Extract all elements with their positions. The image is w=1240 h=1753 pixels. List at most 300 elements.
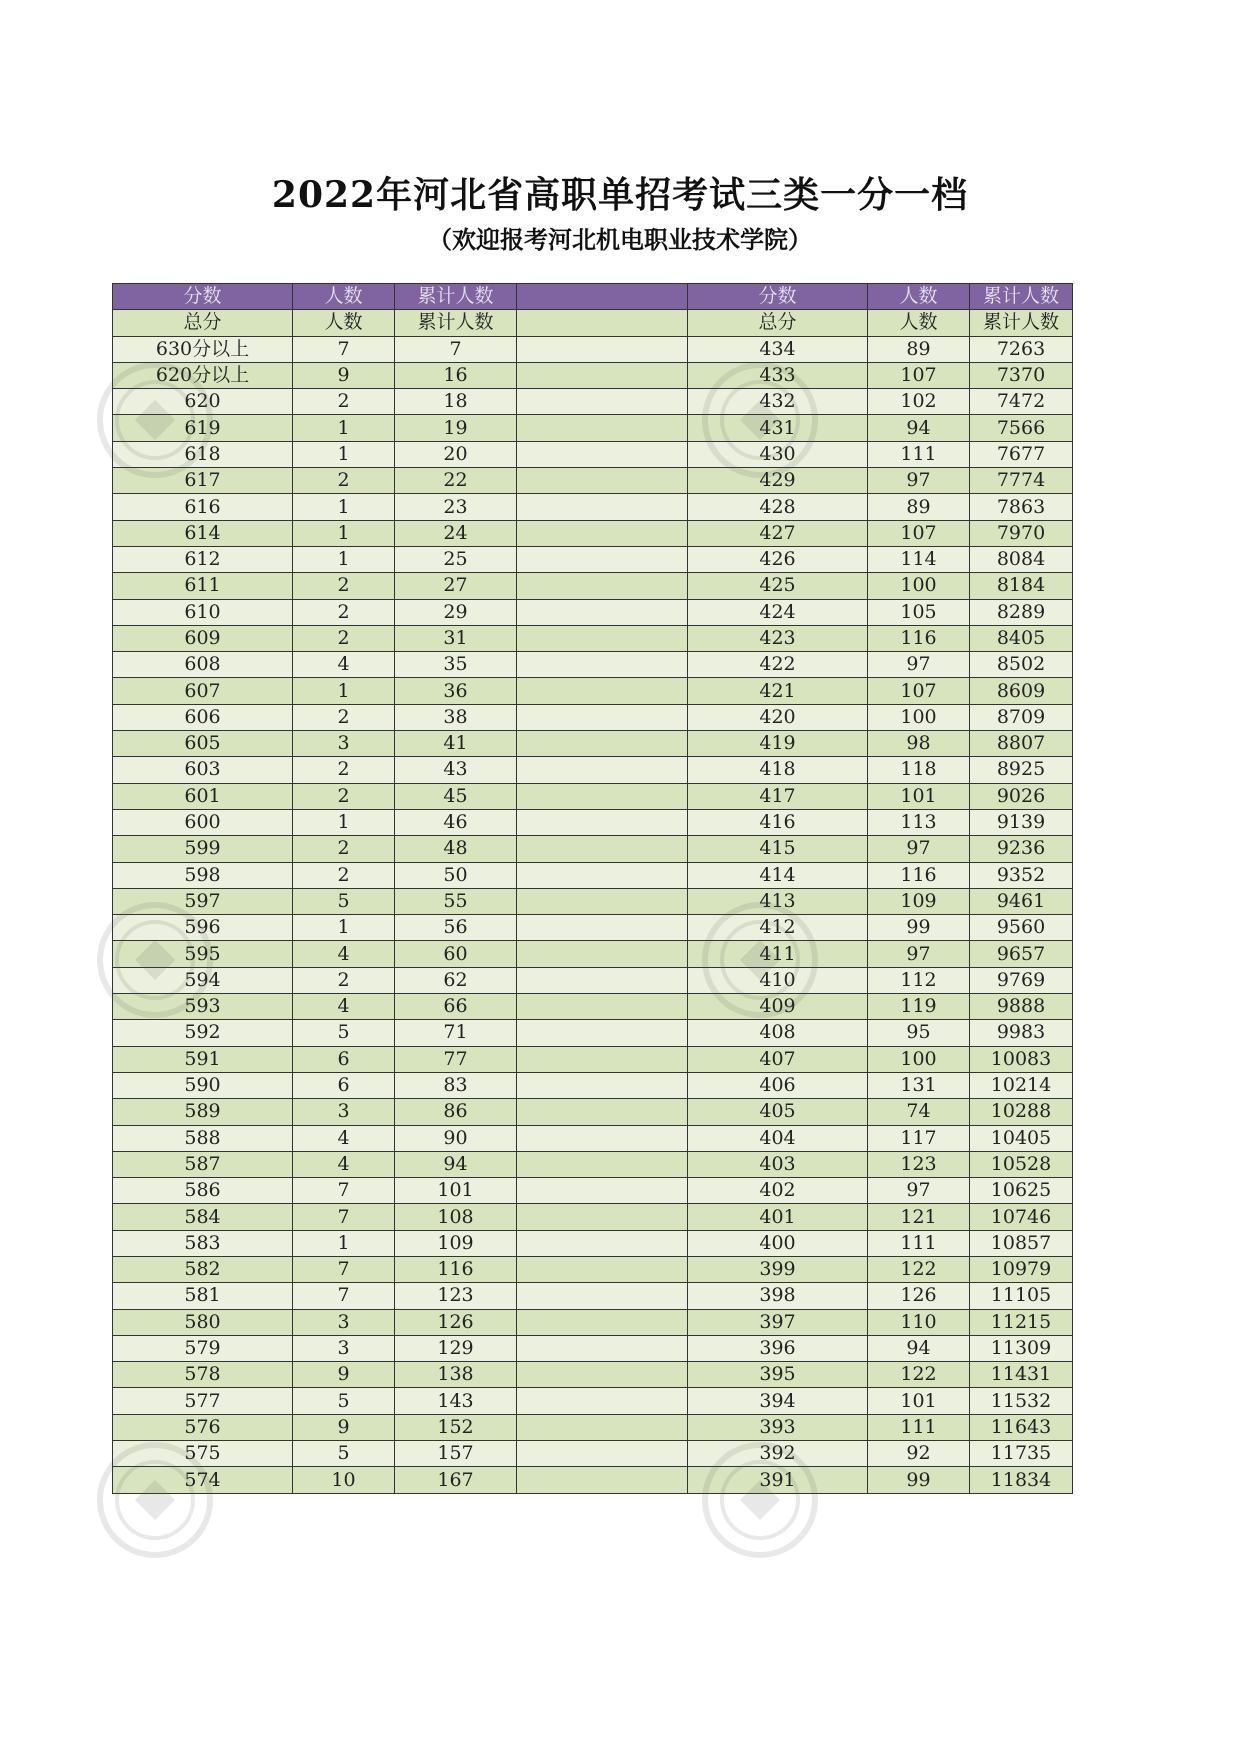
score-cell: 595 [113, 941, 293, 967]
score-cell: 630分以上 [113, 336, 293, 362]
table-row [113, 1256, 1073, 1282]
count-cell: 2 [293, 599, 395, 625]
table-subheader-row [113, 310, 1073, 336]
score-cell: 404 [688, 1125, 868, 1151]
count-cell: 1 [293, 494, 395, 520]
cum-cell: 9983 [970, 1020, 1073, 1046]
table-row [113, 625, 1073, 651]
page-title: 2022年河北省高职单招考试三类一分一档 [271, 174, 969, 216]
count-cell: 100 [868, 704, 970, 730]
count-cell: 101 [868, 783, 970, 809]
cum-cell: 41 [395, 731, 517, 757]
score-cell: 434 [688, 336, 868, 362]
score-cell: 432 [688, 389, 868, 415]
score-cell: 579 [113, 1335, 293, 1361]
count-cell: 94 [868, 1335, 970, 1361]
gap-cell [517, 1125, 688, 1151]
cum-cell: 11735 [970, 1441, 1073, 1467]
score-cell: 433 [688, 362, 868, 388]
table-row [113, 1230, 1073, 1256]
cum-cell: 8925 [970, 757, 1073, 783]
cum-cell: 8609 [970, 678, 1073, 704]
cum-cell: 24 [395, 520, 517, 546]
count-cell: 101 [868, 1388, 970, 1414]
cum-cell: 31 [395, 625, 517, 651]
score-cell: 410 [688, 967, 868, 993]
score-cell: 427 [688, 520, 868, 546]
score-cell: 430 [688, 441, 868, 467]
gap-cell [517, 809, 688, 835]
score-cell: 616 [113, 494, 293, 520]
cum-cell: 9461 [970, 888, 1073, 914]
gap-cell [517, 573, 688, 599]
count-cell: 126 [868, 1283, 970, 1309]
score-cell: 415 [688, 836, 868, 862]
score-cell: 584 [113, 1204, 293, 1230]
cum-cell: 62 [395, 967, 517, 993]
score-cell: 411 [688, 941, 868, 967]
count-cell: 89 [868, 494, 970, 520]
cum-cell: 11105 [970, 1283, 1073, 1309]
gap-cell [517, 441, 688, 467]
cum-cell: 7677 [970, 441, 1073, 467]
gap-cell [517, 284, 688, 310]
cum-cell: 55 [395, 888, 517, 914]
count-cell: 5 [293, 1441, 395, 1467]
gap-cell [517, 941, 688, 967]
cum-cell: 7 [395, 336, 517, 362]
count-cell: 2 [293, 862, 395, 888]
gap-cell [517, 415, 688, 441]
score-cell: 398 [688, 1283, 868, 1309]
gap-cell [517, 625, 688, 651]
count-cell: 1 [293, 1230, 395, 1256]
cum-cell: 10979 [970, 1256, 1073, 1282]
cum-cell: 77 [395, 1046, 517, 1072]
cum-cell: 11431 [970, 1362, 1073, 1388]
gap-cell [517, 494, 688, 520]
score-cell: 406 [688, 1072, 868, 1098]
count-cell: 109 [868, 888, 970, 914]
count-cell: 3 [293, 1335, 395, 1361]
score-cell: 401 [688, 1204, 868, 1230]
score-cell: 587 [113, 1151, 293, 1177]
cum-cell: 9888 [970, 994, 1073, 1020]
count-cell: 122 [868, 1256, 970, 1282]
cum-cell: 94 [395, 1151, 517, 1177]
score-cell: 581 [113, 1283, 293, 1309]
count-cell: 4 [293, 652, 395, 678]
count-cell: 110 [868, 1309, 970, 1335]
cum-cell: 11643 [970, 1414, 1073, 1440]
count-cell: 116 [868, 625, 970, 651]
score-cell: 583 [113, 1230, 293, 1256]
gap-cell [517, 967, 688, 993]
count-cell: 2 [293, 967, 395, 993]
cum-cell: 71 [395, 1020, 517, 1046]
gap-cell [517, 704, 688, 730]
cum-cell: 45 [395, 783, 517, 809]
score-cell: 403 [688, 1151, 868, 1177]
gap-cell [517, 731, 688, 757]
table-row [113, 1283, 1073, 1309]
score-cell: 409 [688, 994, 868, 1020]
score-cell: 600 [113, 809, 293, 835]
count-cell: 116 [868, 862, 970, 888]
table-row [113, 967, 1073, 993]
table-row [113, 573, 1073, 599]
cum-cell: 16 [395, 362, 517, 388]
score-cell: 589 [113, 1099, 293, 1125]
count-cell: 97 [868, 836, 970, 862]
count-cell: 10 [293, 1467, 395, 1493]
count-cell: 2 [293, 468, 395, 494]
count-cell: 5 [293, 1020, 395, 1046]
score-cell: 578 [113, 1362, 293, 1388]
cum-cell: 20 [395, 441, 517, 467]
count-cell: 98 [868, 731, 970, 757]
table-row [113, 941, 1073, 967]
table-row [113, 809, 1073, 835]
count-cell: 2 [293, 389, 395, 415]
score-cell: 417 [688, 783, 868, 809]
cum-cell: 7370 [970, 362, 1073, 388]
cum-cell: 9657 [970, 941, 1073, 967]
count-cell: 119 [868, 994, 970, 1020]
cum-cell: 101 [395, 1178, 517, 1204]
cum-cell: 56 [395, 915, 517, 941]
cum-cell: 7863 [970, 494, 1073, 520]
score-cell: 590 [113, 1072, 293, 1098]
score-cell: 574 [113, 1467, 293, 1493]
count-cell: 89 [868, 336, 970, 362]
score-cell: 396 [688, 1335, 868, 1361]
gap-cell [517, 1204, 688, 1230]
count-cell: 111 [868, 1230, 970, 1256]
score-distribution-table [112, 283, 1073, 1494]
count-cell: 123 [868, 1151, 970, 1177]
count-cell: 3 [293, 731, 395, 757]
score-cell: 420 [688, 704, 868, 730]
score-cell: 402 [688, 1178, 868, 1204]
count-cell: 5 [293, 888, 395, 914]
score-cell: 580 [113, 1309, 293, 1335]
cum-cell: 8709 [970, 704, 1073, 730]
table-row [113, 678, 1073, 704]
count-cell: 131 [868, 1072, 970, 1098]
score-cell: 588 [113, 1125, 293, 1151]
table-row [113, 1441, 1073, 1467]
score-cell: 610 [113, 599, 293, 625]
table-row [113, 1178, 1073, 1204]
score-cell: 419 [688, 731, 868, 757]
cum-cell: 8807 [970, 731, 1073, 757]
score-cell: 596 [113, 915, 293, 941]
score-cell: 425 [688, 573, 868, 599]
cum-cell: 9560 [970, 915, 1073, 941]
table-row [113, 862, 1073, 888]
table-row [113, 468, 1073, 494]
cum-cell: 8502 [970, 652, 1073, 678]
count-cell: 1 [293, 809, 395, 835]
gap-cell [517, 1309, 688, 1335]
gap-cell [517, 1283, 688, 1309]
count-cell: 74 [868, 1099, 970, 1125]
count-cell: 107 [868, 678, 970, 704]
count-cell: 100 [868, 573, 970, 599]
count-cell: 7 [293, 1204, 395, 1230]
score-cell: 607 [113, 678, 293, 704]
score-cell: 620分以上 [113, 362, 293, 388]
count-cell: 1 [293, 915, 395, 941]
count-cell: 114 [868, 546, 970, 572]
cum-cell: 10083 [970, 1046, 1073, 1072]
table-row [113, 915, 1073, 941]
cum-cell: 48 [395, 836, 517, 862]
score-cell: 582 [113, 1256, 293, 1282]
gap-cell [517, 389, 688, 415]
gap-cell [517, 888, 688, 914]
count-cell: 97 [868, 652, 970, 678]
count-cell: 97 [868, 468, 970, 494]
count-cell: 4 [293, 941, 395, 967]
cum-cell: 7774 [970, 468, 1073, 494]
header-score-right: 分数 [688, 284, 868, 310]
score-cell: 603 [113, 757, 293, 783]
cum-cell: 8084 [970, 546, 1073, 572]
gap-cell [517, 310, 688, 336]
gap-cell [517, 836, 688, 862]
count-cell: 4 [293, 1125, 395, 1151]
cum-cell: 10625 [970, 1178, 1073, 1204]
score-cell: 606 [113, 704, 293, 730]
table-row [113, 389, 1073, 415]
count-cell: 122 [868, 1362, 970, 1388]
count-cell: 112 [868, 967, 970, 993]
score-cell: 414 [688, 862, 868, 888]
count-cell: 1 [293, 441, 395, 467]
cum-cell: 9236 [970, 836, 1073, 862]
score-cell: 611 [113, 573, 293, 599]
count-cell: 9 [293, 1414, 395, 1440]
cum-cell: 157 [395, 1441, 517, 1467]
cum-cell: 138 [395, 1362, 517, 1388]
score-cell: 618 [113, 441, 293, 467]
cum-cell: 143 [395, 1388, 517, 1414]
table-row [113, 599, 1073, 625]
score-cell: 408 [688, 1020, 868, 1046]
count-cell: 2 [293, 573, 395, 599]
count-cell: 102 [868, 389, 970, 415]
score-cell: 609 [113, 625, 293, 651]
gap-cell [517, 1151, 688, 1177]
cum-cell: 25 [395, 546, 517, 572]
cum-cell: 9769 [970, 967, 1073, 993]
cum-cell: 90 [395, 1125, 517, 1151]
cum-cell: 152 [395, 1414, 517, 1440]
table-row [113, 1204, 1073, 1230]
count-cell: 2 [293, 836, 395, 862]
table-row [113, 336, 1073, 362]
count-cell: 97 [868, 1178, 970, 1204]
score-cell: 597 [113, 888, 293, 914]
cum-cell: 19 [395, 415, 517, 441]
gap-cell [517, 362, 688, 388]
gap-cell [517, 862, 688, 888]
score-cell: 612 [113, 546, 293, 572]
score-cell: 429 [688, 468, 868, 494]
count-cell: 2 [293, 704, 395, 730]
gap-cell [517, 599, 688, 625]
cum-cell: 9026 [970, 783, 1073, 809]
count-cell: 7 [293, 1283, 395, 1309]
cum-cell: 83 [395, 1072, 517, 1098]
score-cell: 393 [688, 1414, 868, 1440]
cum-cell: 129 [395, 1335, 517, 1361]
gap-cell [517, 1467, 688, 1493]
score-cell: 593 [113, 994, 293, 1020]
cum-cell: 66 [395, 994, 517, 1020]
table-row [113, 888, 1073, 914]
gap-cell [517, 757, 688, 783]
cum-cell: 109 [395, 1230, 517, 1256]
count-cell: 2 [293, 783, 395, 809]
gap-cell [517, 1178, 688, 1204]
score-cell: 586 [113, 1178, 293, 1204]
table-row [113, 1309, 1073, 1335]
score-cell: 399 [688, 1256, 868, 1282]
gap-cell [517, 1230, 688, 1256]
score-cell: 599 [113, 836, 293, 862]
count-cell: 111 [868, 1414, 970, 1440]
header-count: 人数 [293, 284, 395, 310]
cum-cell: 8405 [970, 625, 1073, 651]
cum-cell: 11532 [970, 1388, 1073, 1414]
header-cum-right: 累计人数 [970, 284, 1073, 310]
subheader-cum-right: 累计人数 [970, 310, 1073, 336]
cum-cell: 38 [395, 704, 517, 730]
cum-cell: 43 [395, 757, 517, 783]
count-cell: 4 [293, 1151, 395, 1177]
table-row [113, 1335, 1073, 1361]
score-cell: 605 [113, 731, 293, 757]
table-row [113, 652, 1073, 678]
gap-cell [517, 1256, 688, 1282]
table-row [113, 1099, 1073, 1125]
count-cell: 1 [293, 520, 395, 546]
table-row [113, 1362, 1073, 1388]
cum-cell: 11309 [970, 1335, 1073, 1361]
cum-cell: 35 [395, 652, 517, 678]
score-cell: 413 [688, 888, 868, 914]
table-row [113, 704, 1073, 730]
score-cell: 614 [113, 520, 293, 546]
score-cell: 575 [113, 1441, 293, 1467]
score-cell: 576 [113, 1414, 293, 1440]
table-row [113, 1388, 1073, 1414]
score-cell: 428 [688, 494, 868, 520]
cum-cell: 116 [395, 1256, 517, 1282]
count-cell: 3 [293, 1099, 395, 1125]
cum-cell: 123 [395, 1283, 517, 1309]
score-cell: 416 [688, 809, 868, 835]
score-cell: 424 [688, 599, 868, 625]
table-row [113, 757, 1073, 783]
table-row [113, 362, 1073, 388]
score-cell: 422 [688, 652, 868, 678]
count-cell: 1 [293, 678, 395, 704]
cum-cell: 7472 [970, 389, 1073, 415]
table-row [113, 1020, 1073, 1046]
count-cell: 2 [293, 625, 395, 651]
gap-cell [517, 783, 688, 809]
table-row [113, 1125, 1073, 1151]
gap-cell [517, 994, 688, 1020]
score-cell: 400 [688, 1230, 868, 1256]
cum-cell: 10288 [970, 1099, 1073, 1125]
gap-cell [517, 336, 688, 362]
page-subtitle: （欢迎报考河北机电职业技术学院） [428, 225, 812, 254]
cum-cell: 46 [395, 809, 517, 835]
count-cell: 113 [868, 809, 970, 835]
score-cell: 392 [688, 1441, 868, 1467]
cum-cell: 9352 [970, 862, 1073, 888]
table-row [113, 441, 1073, 467]
table-row [113, 1046, 1073, 1072]
score-cell: 397 [688, 1309, 868, 1335]
cum-cell: 9139 [970, 809, 1073, 835]
score-cell: 594 [113, 967, 293, 993]
subheader-count: 人数 [293, 310, 395, 336]
table-row [113, 494, 1073, 520]
count-cell: 6 [293, 1046, 395, 1072]
cum-cell: 10405 [970, 1125, 1073, 1151]
count-cell: 6 [293, 1072, 395, 1098]
cum-cell: 108 [395, 1204, 517, 1230]
score-cell: 395 [688, 1362, 868, 1388]
cum-cell: 10746 [970, 1204, 1073, 1230]
gap-cell [517, 652, 688, 678]
gap-cell [517, 1046, 688, 1072]
count-cell: 7 [293, 1178, 395, 1204]
count-cell: 95 [868, 1020, 970, 1046]
gap-cell [517, 1414, 688, 1440]
cum-cell: 10528 [970, 1151, 1073, 1177]
gap-cell [517, 1362, 688, 1388]
cum-cell: 7970 [970, 520, 1073, 546]
score-cell: 619 [113, 415, 293, 441]
cum-cell: 10857 [970, 1230, 1073, 1256]
subheader-score-right: 总分 [688, 310, 868, 336]
count-cell: 1 [293, 415, 395, 441]
score-cell: 405 [688, 1099, 868, 1125]
count-cell: 4 [293, 994, 395, 1020]
gap-cell [517, 1388, 688, 1414]
count-cell: 5 [293, 1388, 395, 1414]
count-cell: 7 [293, 336, 395, 362]
subheader-score: 总分 [113, 310, 293, 336]
table-row [113, 731, 1073, 757]
score-cell: 601 [113, 783, 293, 809]
cum-cell: 29 [395, 599, 517, 625]
count-cell: 92 [868, 1441, 970, 1467]
table-row [113, 1414, 1073, 1440]
cum-cell: 27 [395, 573, 517, 599]
score-cell: 426 [688, 546, 868, 572]
table-row [113, 1151, 1073, 1177]
cum-cell: 50 [395, 862, 517, 888]
count-cell: 97 [868, 941, 970, 967]
